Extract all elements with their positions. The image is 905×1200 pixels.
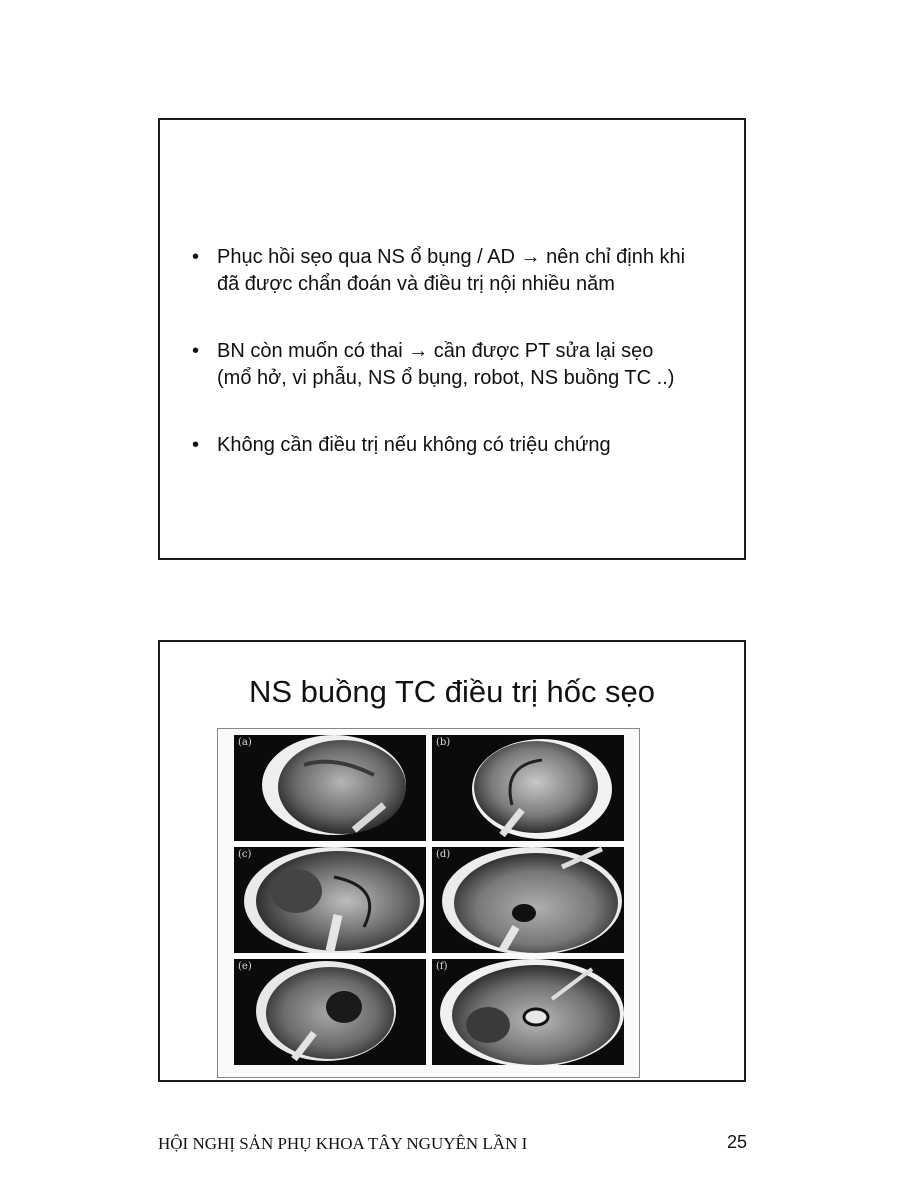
panel-label: (e) (238, 961, 252, 972)
endoscopic-view (234, 847, 426, 953)
hysteroscopy-figure (217, 728, 640, 1078)
panel-label: (b) (436, 737, 451, 748)
bullet-item (192, 244, 744, 298)
panel-f-image (432, 959, 624, 1065)
footer-conference-title: HỘI NGHỊ SẢN PHỤ KHOA TÂY NGUYÊN LẦN I (158, 1134, 528, 1153)
panel-e-image (234, 959, 426, 1065)
panel-label: (f) (436, 961, 448, 972)
slide-title: NS buồng TC điều trị hốc sẹo (248, 674, 656, 709)
bullet-line: • BN còn muốn có thai → cần được PT sửa lại sẹo (217, 340, 654, 362)
panel-b-image (432, 735, 624, 841)
endoscopic-view (234, 735, 426, 841)
slide-2 (158, 640, 746, 1082)
page-number: 25 (727, 1132, 748, 1152)
bullet-item (192, 338, 744, 392)
endoscopic-view (432, 847, 624, 953)
bullet-line: đã được chẩn đoán và điều trị nội nhiều năm (217, 273, 615, 295)
bullet-item (192, 432, 744, 459)
endoscopic-view (432, 735, 624, 841)
bullet-line: (mổ hở, vi phẫu, NS ổ bụng, robot, NS buồng TC ..) (217, 367, 675, 389)
slide-1 (158, 118, 746, 560)
bullet-list (192, 244, 744, 499)
panel-d-image (432, 847, 624, 953)
panel-label: (d) (436, 849, 451, 860)
bullet-line: • Không cần điều trị nếu không có triệu chứng (217, 434, 611, 456)
panel-c-image (234, 847, 426, 953)
bullet-line: • Phục hồi sẹo qua NS ổ bụng / AD → nên chỉ định khi (217, 246, 686, 268)
endoscopic-view (432, 959, 624, 1065)
panel-a-image (234, 735, 426, 841)
panel-label: (a) (238, 737, 252, 748)
panel-label: (c) (238, 849, 252, 860)
endoscopic-view (234, 959, 426, 1065)
